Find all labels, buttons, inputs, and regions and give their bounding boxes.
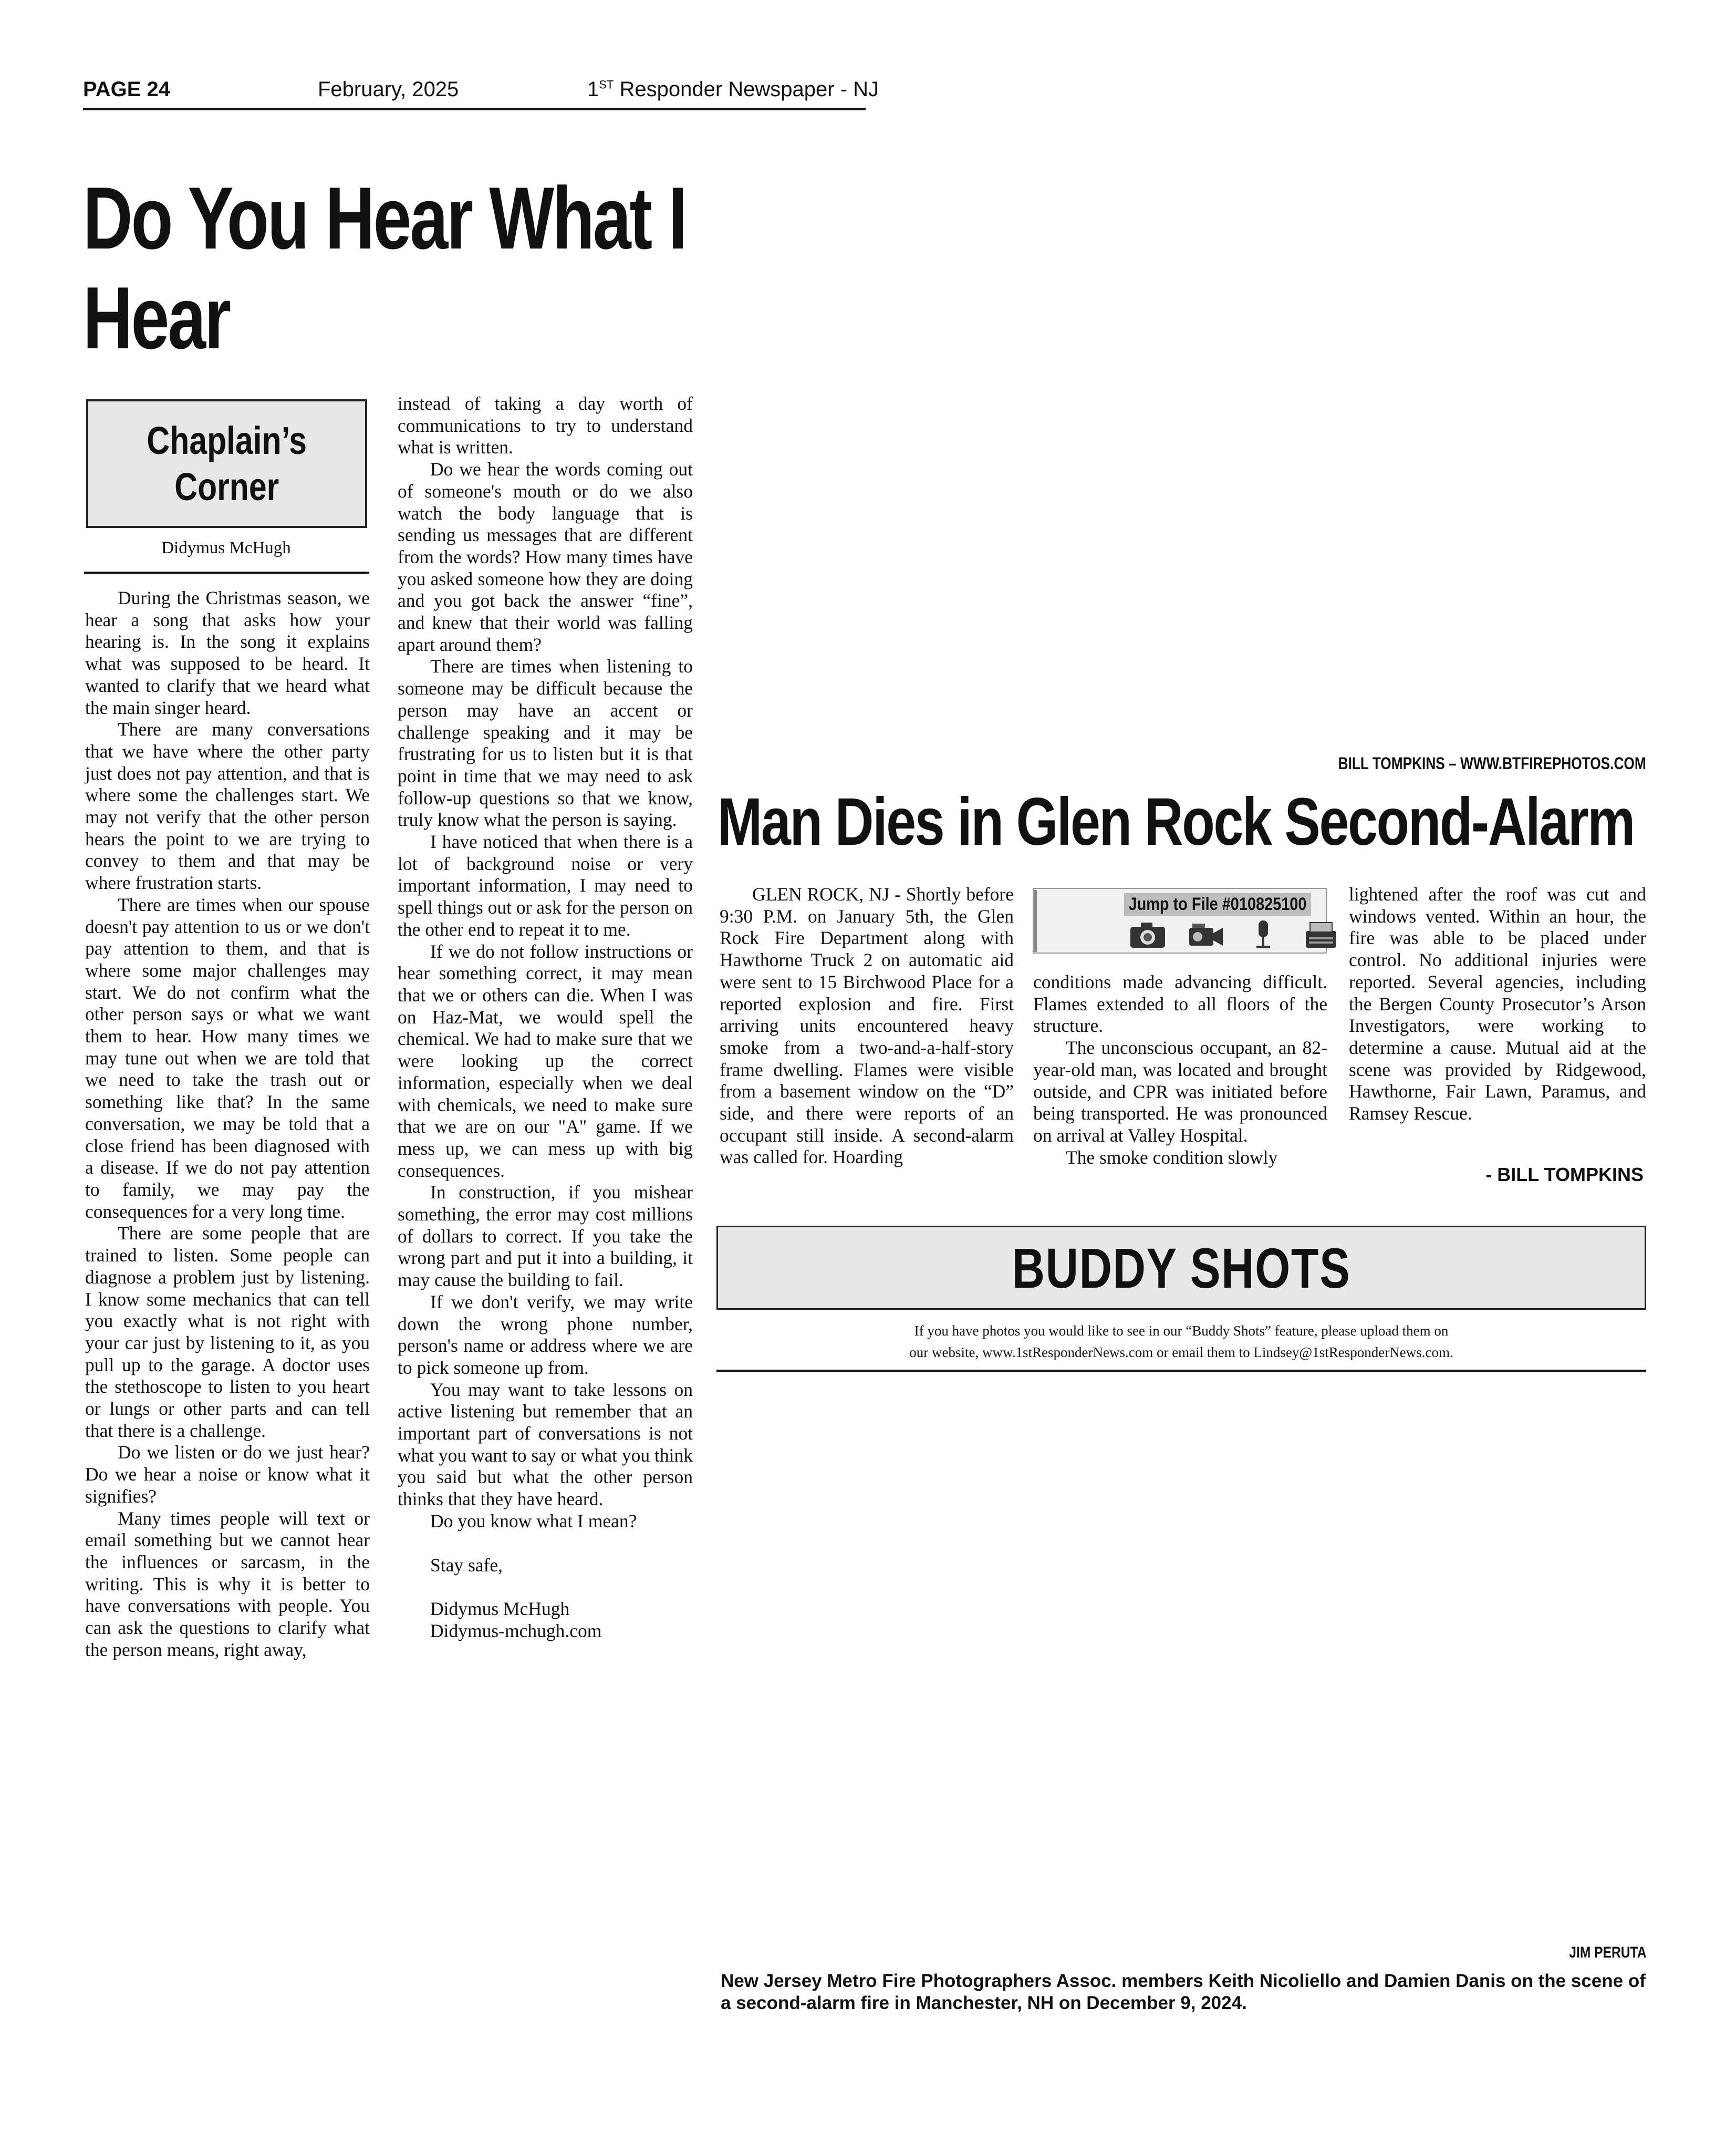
article-signoff: - BILL TOMPKINS [1485,1164,1644,1185]
article-column-1 [720,884,1014,1168]
paragraph: There are times when listening to someone may be difficult because the person may have an accent or challenge speaking and it may be frustrating for us to listen but it is that point in time that we may need to ask follow-up questions so that we know, truly know what the person is saying. [398,656,693,831]
issue-date: February, 2025 [318,78,459,101]
signoff-closing: Stay safe, [430,1554,503,1576]
photo-credit: JIM PERUTA [1568,1944,1646,1961]
article-column-3 [1349,884,1646,1125]
page-number: PAGE 24 [83,78,170,101]
photo-caption: New Jersey Metro Fire Photographers Assoc. members Keith Nicoliello and Damien Danis on the scene of a second-alarm fire in Manchester, NH on December 9, 2024. [721,1971,1646,2013]
jump-to-file-label[interactable]: Jump to File #010825100 [1124,893,1311,916]
photo-credit: BILL TOMPKINS – WWW.BTFIREPHOTOS.COM [1338,754,1646,773]
paragraph: conditions made advancing difficult. Flames extended to all floors of the structure. [1033,971,1327,1037]
paragraph: The smoke condition slowly [1066,1146,1278,1168]
video-camera-icon[interactable] [1187,919,1224,950]
article-column-1 [85,587,370,1661]
media-icons [1129,919,1339,950]
buddy-shots-banner [716,1226,1646,1310]
article-headline: Do You Hear What I Hear [83,169,686,367]
article-column-2 [398,393,693,1642]
byline: Didymus McHugh [161,539,291,557]
header-rule [83,108,866,110]
paragraph: GLEN ROCK, NJ - Shortly before 9:30 P.M. on January 5th, the Glen Rock Fire Department along with Hawthorne Truck 2 on automatic aid were sent to 15 Birchwood Place for a reported explosion and fire. First arriving units encountered heavy smoke from a two-and-a-half-story frame dwelling. Flames were visible from a basement window on the “D” side, and there were reports of an occupant still inside. A second-alarm was called for. Hoarding [720,884,1014,1168]
paragraph: Do we listen or do we just hear? Do we hear a noise or know what it signifies? [85,1442,370,1507]
paragraph: lightened after the roof was cut and windows vented. Within an hour, the fire was able to be placed under control. No additional injuries were reported. Several agencies, including the Bergen County Prosecutor’s Arson Investigators, were working to determine a cause. Mutual aid at the scene was provided by Ridgewood, Hawthorne, Fair Lawn, Paramus, and Ramsey Rescue. [1349,884,1646,1124]
article-column-2 [1033,971,1327,1168]
paragraph: Do we hear the words coming out of someone's mouth or do we also watch the body language that is sending us messages that are different from the words? How many times have you asked someone how they are doing and you got back the answer “fine”, and knew that their world was falling apart around them? [398,459,693,655]
paragraph: The unconscious occupant, an 82-year-old man, was located and brought outside, and CPR was initiated before being transported. He was pronounced on arrival at Valley Hospital. [1033,1037,1327,1146]
buddy-shots-note: If you have photos you would like to see in our “Buddy Shots” feature, please upload them on our website, www.1stResponderNews.com or email them to Lindsey@1stResponderNews.com. [909,1323,1453,1360]
typewriter-icon[interactable] [1303,919,1339,950]
paragraph: There are some people that are trained to listen. Some people can diagnose a problem just by listening. I know some mechanics that can tell you exactly what is not right with your car just by listening to it, as you pull up to the garage. A doctor uses the stethoscope to listen to you heart or lungs or other parts and can tell that there is a challenge. [85,1223,370,1441]
section-title: BUDDY SHOTS [1012,1236,1351,1300]
paragraph: During the Christmas season, we hear a song that asks how your hearing is. In the song it explains what was supposed to be heard. It wanted to clarify that we heard what the main singer heard. [85,587,370,718]
column-title-line2: Corner [174,464,279,509]
paragraph: You may want to take lessons on active listening but remember that an important part of conversations is not what you want to say or what you think you said but what the other person thinks that they have heard. [398,1379,693,1510]
paragraph: Do you know what I mean? [430,1510,637,1531]
byline-rule [84,572,369,574]
signoff-name: Didymus McHugh [430,1598,570,1620]
section-rule [716,1370,1646,1372]
article-headline: Man Dies in Glen Rock Second-Alarm [718,784,1634,860]
paragraph: If we don't verify, we may write down the wrong phone number, person's name or address where we are to pick someone up from. [398,1291,693,1378]
paragraph: Many times people will text or email something but we cannot hear the influences or sarcasm, in the writing. This is why it is better to have conversations with people. You can ask the questions to clarify what the person means, right away, [85,1507,370,1660]
paragraph: instead of taking a day worth of communications to try to understand what is written. [398,393,693,458]
newspaper-name: 1ST Responder Newspaper - NJ [587,78,879,101]
paragraph: In construction, if you mishear something, the error may cost millions of dollars to correct. If you take the wrong part and put it into a building, it may cause the building to fail. [398,1182,693,1291]
paragraph: There are times when our spouse doesn't pay attention to us or we don't pay attention to them, and that is where some major challenges may start. We do not confirm what the other person says or what we want them to hear. How many times we may tune out when we are told that we need to take the trash out or something like that? In the same conversation, we may be told that a close friend has been diagnosed with a disease. If we do not pay attention to family, we may pay the consequences for a very long time. [85,894,370,1222]
paragraph: If we do not follow instructions or hear something correct, it may mean that we or others can die. When I was on Haz-Mat, we would spell the chemical. We had to make sure that we were looking up the correct information, especially when we deal with chemicals, we need to make sure that we are on our "A" game. If we mess up, we can mess up with big consequences. [398,940,693,1181]
microphone-icon[interactable] [1245,919,1282,950]
jump-box-bar [1034,890,1037,952]
camera-icon[interactable] [1129,919,1166,950]
paragraph: There are many conversations that we have where the other party just does not pay attention, and that is where some the challenges start. We may not verify that the other person hears the point to we are trying to convey to them and that may be where frustration starts. [85,719,370,894]
chaplains-corner-box [86,399,367,528]
paragraph: I have noticed that when there is a lot of background noise or very important information, I may need to spell things out or ask for the person on the other end to repeat it to me. [398,831,693,940]
column-title-line1: Chaplain’s [147,418,307,462]
signoff-website: Didymus-mchugh.com [430,1620,602,1641]
